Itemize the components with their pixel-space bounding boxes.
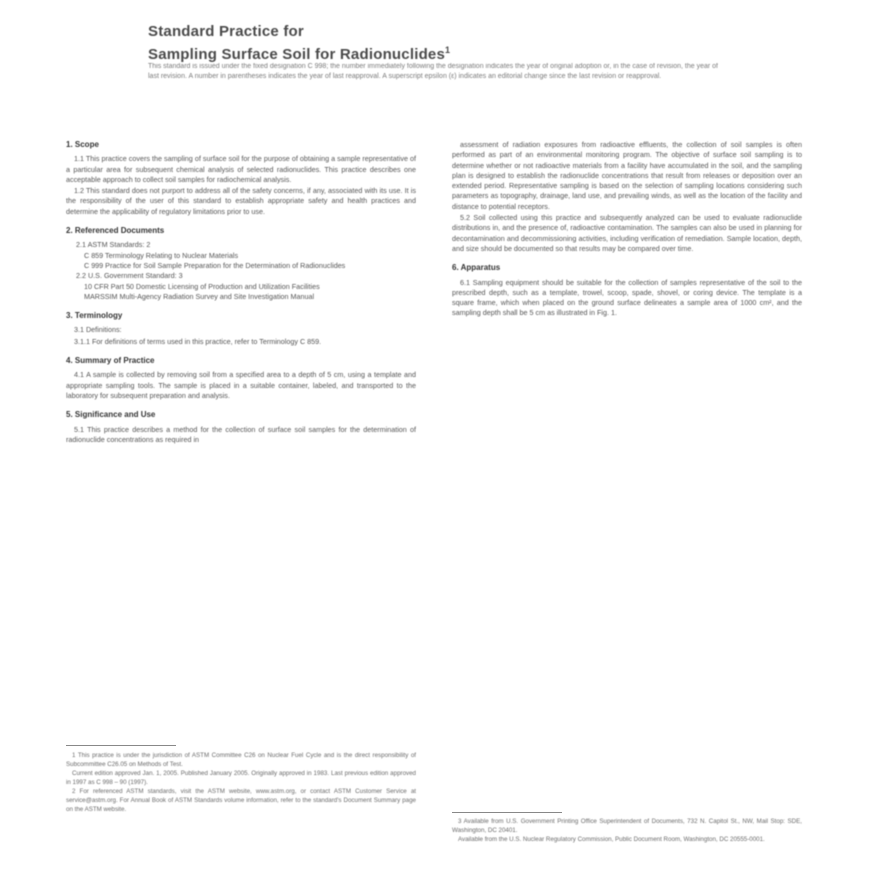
reference-item: 2.1 ASTM Standards: 2 [76,240,151,250]
reference-item: 2.2 U.S. Government Standard: 3 [76,271,183,281]
section-paragraph: 6.1 Sampling equipment should be suitable for the collection of samples representative of the soil to the prescribed depth, such as a template, trowel, scoop, spade, shovel, or coring device. The template is a square frame, which when placed on the ground surface delineates a sample area of 1000 cm², and the sampling depth shall be 5 cm as illustrated in Fig. 1. [452,277,802,318]
footnote: Current edition approved Jan. 1, 2005. Published January 2005. Originally approved in 1983. Last previous edition approved in 1997 as C 998 – 90 (1997). [66,770,416,786]
section-paragraph: 4.1 A sample is collected by removing soil from a specified area to a depth of 5 cm, using a template and appropriate sampling tools. The sample is placed in a suitable container, labeled, and transported to the laboratory for subsequent preparation and analysis. [66,370,416,400]
section-paragraph: 5.1 This practice describes a method for the collection of surface soil samples for the determination of radionuclide concentrations as required in [66,424,416,444]
section-paragraph: 1.1 This practice covers the sampling of surface soil for the purpose of obtaining a sample representative of a particular area for subsequent chemical analysis of selected radionuclides. This practice describes one acceptable approach to collect soil samples for radiochemical analysis. [66,154,416,184]
footnotes-right [452,818,802,846]
reference-item: 10 CFR Part 50 Domestic Licensing of Production and Utilization Facilities [84,281,320,291]
section-paragraph: 3.1 Definitions: [74,325,122,335]
section-heading: 5. Significance and Use [66,410,156,420]
footnote: Available from the U.S. Nuclear Regulatory Commission, Public Document Room, Washington, DC 20555-0001. [458,836,765,844]
section-heading: 2. Referenced Documents [66,226,165,236]
section-heading: 6. Apparatus [452,263,501,273]
reference-item: C 999 Practice for Soil Sample Preparation for the Determination of Radionuclides [84,260,346,270]
section-heading: 1. Scope [66,140,99,149]
footnote: 1 This practice is under the jurisdiction of ASTM Committee C26 on Nuclear Fuel Cycle and is the direct responsibility of Subcommittee C26.05 on Methods of Test. [66,752,416,768]
reference-item: C 859 Terminology Relating to Nuclear Materials [84,250,239,260]
section-paragraph: 3.1.1 For definitions of terms used in this practice, refer to Terminology C 859. [74,336,322,346]
footnote-rule-left [66,745,176,746]
intro-note: This standard is issued under the fixed designation C 998; the number immediately following the designation indicates the year of original adoption or, in the case of revision, the year of last revision. A number in parentheses indicates the year of last reapproval. A superscript epsilon (ε) indicates an editorial change since the last revision or reapproval. [148,63,718,80]
footnote-rule-right [452,812,562,813]
right-column [452,140,802,320]
document-title [148,22,450,64]
section-paragraph: 5.2 Soil collected using this practice and subsequently analyzed can be used to evaluate radionuclide distributions in, and the presence of, radioactive contamination. The samples can also be used in planning for decontamination and decommissioning activities, including verification of remediation. Sample location, depth, and size should be documented so that results may be compared over time. [452,213,802,253]
footnotes-left [66,752,416,815]
section-paragraph: 1.2 This standard does not purport to address all of the safety concerns, if any, associated with its use. It is the responsibility of the user of this standard to establish appropriate safety and health practices and determine the applicability of regulatory limitations prior to use. [66,186,416,216]
footnote: 3 Available from U.S. Government Printing Office Superintendent of Documents, 732 N. Capitol St., NW, Mail Stop: SDE, Washington, DC 20401. [452,818,802,834]
section-heading: 4. Summary of Practice [66,356,155,366]
footnote: 2 For referenced ASTM standards, visit the ASTM website, www.astm.org, or contact ASTM Customer Service at service@astm.org. For Annual Book of ASTM Standards volume information, refer to the standard's Document Summary page on the ASTM website. [66,788,416,813]
section-paragraph: assessment of radiation exposures from radioactive effluents, the collection of soil samples is often performed as part of an environmental monitoring program. The objective of surface soil sampling is to determine whether or not radioactive materials from a facility have accumulated in the soil, and the sampling plan is designed to establish the radionuclide concentrations that result from releases or deposition over an extended period. Representative sampling is based on the selection of sampling locations considering such parameters as topography, drainage, land use, and prevailing winds, as well as the location of the facility and distance to potential receptors. [452,140,802,211]
left-column [66,140,416,446]
title-line-1: Standard Practice for [148,23,304,40]
section-heading: 3. Terminology [66,311,123,321]
title-line-2: Sampling Surface Soil for Radionuclides$^1$ [148,45,451,63]
reference-item: MARSSIM Multi-Agency Radiation Survey and Site Investigation Manual [84,291,315,301]
